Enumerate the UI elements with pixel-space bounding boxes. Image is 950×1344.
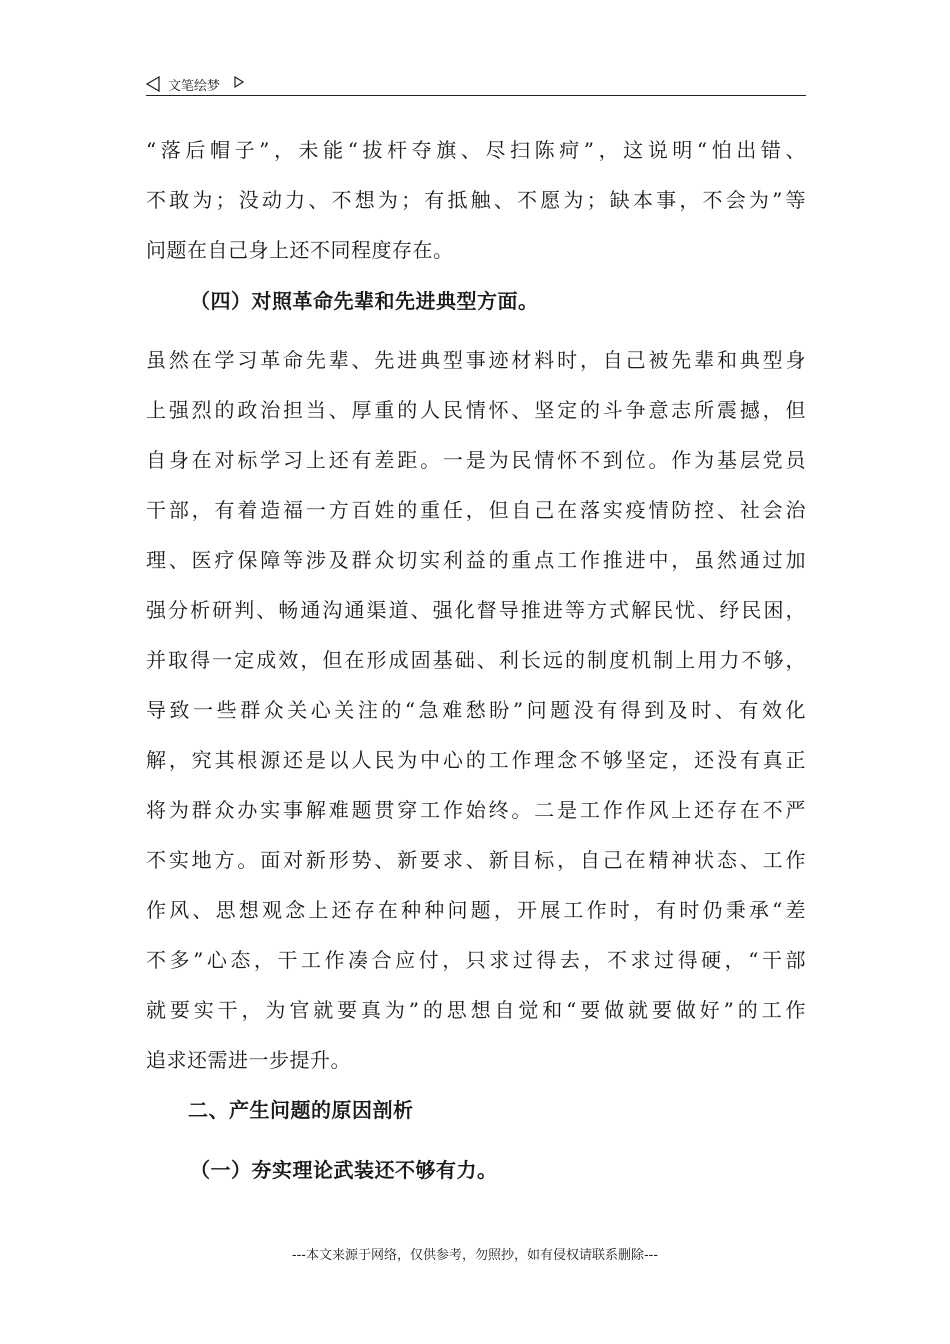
paragraph-line: 强分析研判、畅通沟通渠道、强化督导推进等方式解民忧、纾民困， xyxy=(146,598,806,622)
section-heading: 二、产生问题的原因剖析 xyxy=(188,1098,414,1122)
paragraph-line: 不多”心态，干工作凑合应付，只求过得去，不求过得硬，“干部 xyxy=(146,948,806,972)
paragraph-line: 作风、思想观念上还存在种种问题，开展工作时，有时仍秉承“差 xyxy=(146,898,806,922)
paragraph-line: 问题在自己身上还不同程度存在。 xyxy=(146,238,454,262)
page-footer: ---本文来源于网络，仅供参考，勿照抄，如有侵权请联系删除--- xyxy=(291,1248,659,1263)
paragraph-line: 将为群众办实事解难题贯穿工作始终。二是工作作风上还存在不严 xyxy=(146,798,806,822)
paragraph-line: 追求还需进一步提升。 xyxy=(146,1048,351,1072)
section-heading: （四）对照革命先辈和先进典型方面。 xyxy=(190,289,539,313)
triangle-right-icon xyxy=(234,76,244,88)
paragraph-line: 自身在对标学习上还有差距。一是为民情怀不到位。作为基层党员 xyxy=(146,448,806,472)
paragraph-line: 不实地方。面对新形势、新要求、新目标，自己在精神状态、工作 xyxy=(146,848,806,872)
paragraph-line: 虽然在学习革命先辈、先进典型事迹材料时，自己被先辈和典型身 xyxy=(146,348,806,372)
triangle-left-icon xyxy=(146,76,160,92)
paragraph-line: 解，究其根源还是以人民为中心的工作理念不够坚定，还没有真正 xyxy=(146,748,806,772)
page-header xyxy=(146,74,806,96)
paragraph-line: 理、医疗保障等涉及群众切实利益的重点工作推进中，虽然通过加 xyxy=(146,548,806,572)
subsection-heading: （一）夯实理论武装还不够有力。 xyxy=(190,1158,498,1182)
paragraph-line: 干部，有着造福一方百姓的重任，但自己在落实疫情防控、社会治 xyxy=(146,498,806,522)
paragraph-line: 就要实干，为官就要真为”的思想自觉和“要做就要做好”的工作 xyxy=(146,998,806,1022)
header-title: 文笔绘梦 xyxy=(168,79,221,94)
paragraph-line: 上强烈的政治担当、厚重的人民情怀、坚定的斗争意志所震撼，但 xyxy=(146,398,806,422)
paragraph-line: 导致一些群众关心关注的“急难愁盼”问题没有得到及时、有效化 xyxy=(146,698,806,722)
paragraph-line: “落后帽子”，未能“拔杆夺旗、尽扫陈疴”，这说明“怕出错、 xyxy=(146,138,806,162)
paragraph-line: 不敢为；没动力、不想为；有抵触、不愿为；缺本事，不会为”等 xyxy=(146,188,806,212)
paragraph-line: 并取得一定成效，但在形成固基础、利长远的制度机制上用力不够， xyxy=(146,648,806,672)
